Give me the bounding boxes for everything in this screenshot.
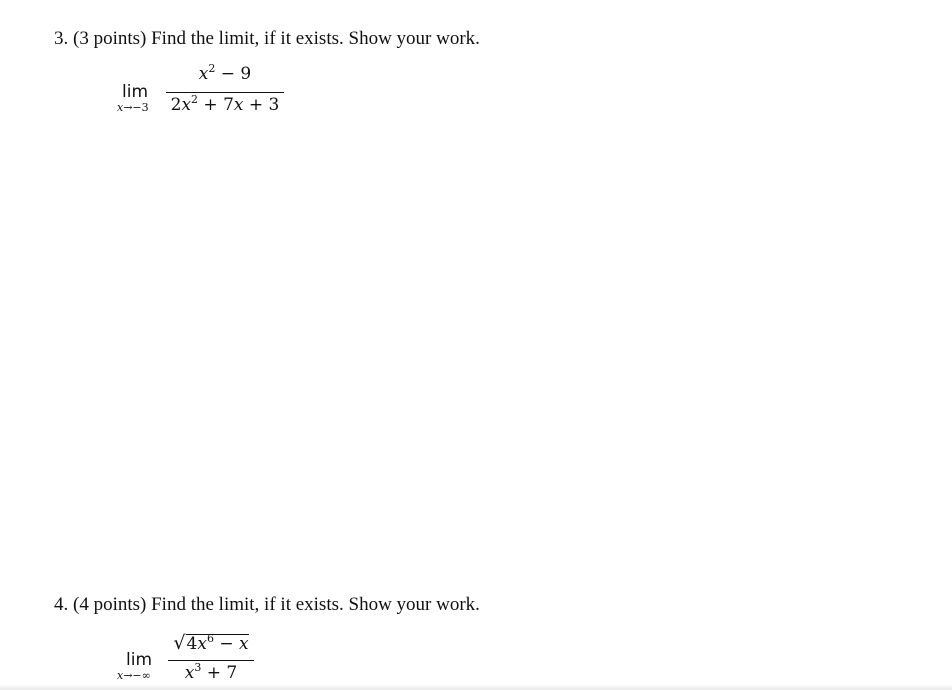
denominator-rest: + 7 <box>201 663 238 683</box>
numerator <box>166 62 284 84</box>
problem-3-heading: 3. (3 points) Find the limit, if it exists. Show your work. <box>54 28 480 49</box>
radicand-variable: x <box>197 634 207 654</box>
numerator <box>168 634 254 653</box>
denominator-variable-2: x <box>233 95 244 115</box>
denominator-exponent: 3 <box>194 661 202 674</box>
denominator-term-a: + 7 <box>198 95 234 115</box>
limit-operator: lim <box>122 82 149 102</box>
limit-subscript-approach: →−3 <box>123 101 149 114</box>
denominator-exponent: 2 <box>191 93 199 106</box>
radicand-coefficient: 4 <box>186 634 198 654</box>
limit-operator: lim <box>126 650 153 670</box>
radicand-variable-2: x <box>239 634 249 654</box>
square-root <box>173 634 248 653</box>
limit-subscript-approach: →−∞ <box>123 669 151 682</box>
numerator-rest: − 9 <box>215 64 252 84</box>
radicand-exponent: 6 <box>206 632 214 645</box>
denominator <box>168 661 254 683</box>
fraction-bar <box>166 92 284 93</box>
numerator-variable: x <box>198 64 209 84</box>
limit-subscript <box>117 670 151 681</box>
denominator-term-b: + 3 <box>243 95 280 115</box>
limit-subscript <box>117 102 149 113</box>
radicand <box>186 634 249 653</box>
numerator-exponent: 2 <box>208 62 216 75</box>
denominator <box>166 93 284 115</box>
bottom-edge-shadow <box>0 684 952 690</box>
radicand-minus: − <box>213 634 239 654</box>
limit-subscript-variable: x <box>117 669 124 682</box>
denominator-variable: x <box>184 663 195 683</box>
fraction-bar <box>168 660 254 661</box>
denominator-coefficient: 2 <box>170 95 182 115</box>
radical-sign-icon: √ <box>173 632 186 654</box>
denominator-variable: x <box>181 95 192 115</box>
problem-4-heading: 4. (4 points) Find the limit, if it exists. Show your work. <box>54 594 480 615</box>
limit-subscript-variable: x <box>117 101 124 114</box>
